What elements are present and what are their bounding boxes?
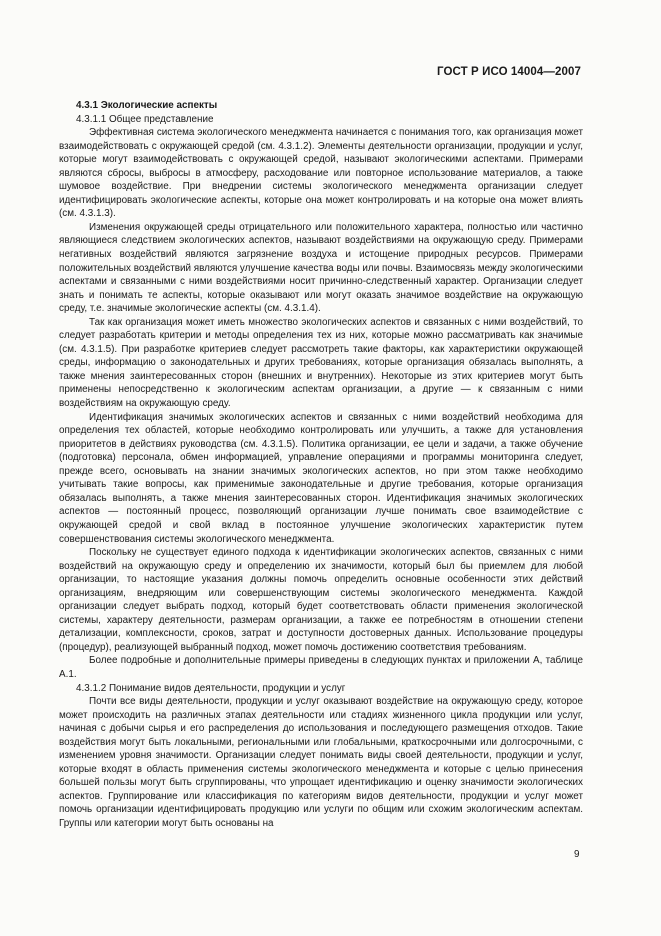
paragraph: Так как организация может иметь множество экологических аспектов и связанных с ними воздействий, то следует разработать критерии и методы определения тех из них, которые можно рассматривать как значимые (см. 4.3.1.5). При разработке критериев следует рассмотреть такие факторы, как характеристики окружающей среды, информацию о законодательных и других требованиях, которые организация обязалась выполнять, а также мнения заинтересованных сторон (внешних и внутренних). Некоторые из этих критериев могут быть применены непосредственно к экологическим аспектам организации, а другие — к связанным с ними воздействиям на окружающую среду.	[59, 316, 583, 410]
section-heading: 4.3.1 Экологические аспекты	[76, 100, 218, 111]
subsection-heading: 4.3.1.2 Понимание видов деятельности, продукции и услуг	[76, 682, 346, 694]
paragraph: Изменения окружающей среды отрицательного или положительного характера, полностью или частично являющиеся следствием экологических аспектов, называют воздействиями на окружающую среду. Примерами негативных воздействий являются загрязнение воздуха и истощение природных ресурсов. Примерами положительных воздействий являются улучшение качества воды или почвы. Взаимосвязь между экологическими аспектами и связанными с ними воздействиями носит причинно-следственный характер. Организации следует знать и понимать те аспекты, которые оказывают или могут оказать значимое воздействие на окружающую среду, т.е. значимые экологические аспекты (см. 4.3.1.4).	[59, 221, 583, 315]
paragraph: Более подробные и дополнительные примеры приведены в следующих пунктах и приложении А, таблице А.1.	[59, 655, 583, 680]
paragraph: Идентификация значимых экологических аспектов и связанных с ними воздействий необходима для определения тех областей, которые необходимо контролировать или улучшить, а также для установления приоритетов в действиях руководства (см. 4.3.1.5). Политика организации, ее цели и задачи, а также обучение (подготовка) персонала, обмен информацией, управление операциями и программы мониторинга следует, прежде всего, основывать на знании значимых экологических аспектов, но при этом также необходимо учитывать такие вопросы, как применимые законодательные и другие требования, которые организация обязалась выполнять, а также мнения заинтересованных сторон. Идентификация значимых экологических аспектов — постоянный процесс, позволяющий организации лучше понимать свое взаимодействие с окружающей средой и свой вклад в постоянное улучшение экологических характеристик путем совершенствования системы экологического менеджмента.	[59, 411, 583, 545]
paragraph: Эффективная система экологического менеджмента начинается с понимания того, как организация может взаимодействовать с окружающей средой (см. 4.3.1.2). Элементы деятельности организации, продукции и услуг, которые могут взаимодействовать с окружающей средой, называют экологическими аспектами. Примерами являются сбросы, выбросы в атмосферу, расходование или повторное использование материалов, а также шумовое воздействие. При внедрении системы экологического менеджмента организации следует идентифицировать экологические аспекты, которые она может контролировать и на которые она может влиять (см. 4.3.1.3).	[59, 127, 583, 220]
standard-designation: ГОСТ Р ИСО 14004—2007	[436, 66, 581, 78]
document-body	[59, 99, 583, 831]
paragraph: Поскольку не существует единого подхода к идентификации экологических аспектов, связанных с ними воздействий на окружающую среду и определению их значимости, который был бы приемлем для любой организации, то настоящие указания должны помочь определить основные особенности этих действий организациям, внедряющим или совершенствующим системы экологического менеджмента. Каждой организации следует выбрать подход, который будет соответствовать области применения экологической системы, характеру деятельности, размерам организации, а также ее потребностям в отношении степени детализации, комплексности, сроков, затрат и доступности достоверных данных. Использование процедуры (процедур), реализующей выбранный подход, может помочь достижению соответствия требованиям.	[59, 547, 583, 653]
page-number: 9	[574, 849, 580, 860]
paragraph: Почти все виды деятельности, продукции и услуг оказывают воздействие на окружающую среду, которое может происходить на различных этапах деятельности или стадиях жизненного цикла продукции или услуг, начиная с добычи сырья и его распределения до использования и последующего размещения отходов. Такие воздействия могут быть локальными, региональными или глобальными, краткосрочными или долгосрочными, с изменением уровня значимости. Организации следует понимать виды своей деятельности, продукции и услуг, которые входят в область применения системы экологического менеджмента и которые с целью принесения большей пользы могут быть сгруппированы, что упрощает идентификацию и оценку значимости экологических аспектов. Группирование или классификация по категориям видов деятельности, продукции и услуг может помочь организации идентифицировать продукцию или услуги по общим или схожим экологическим аспектам. Группы или категории могут быть основаны на	[59, 696, 583, 829]
subsection-heading: 4.3.1.1 Общее представление	[76, 113, 214, 125]
